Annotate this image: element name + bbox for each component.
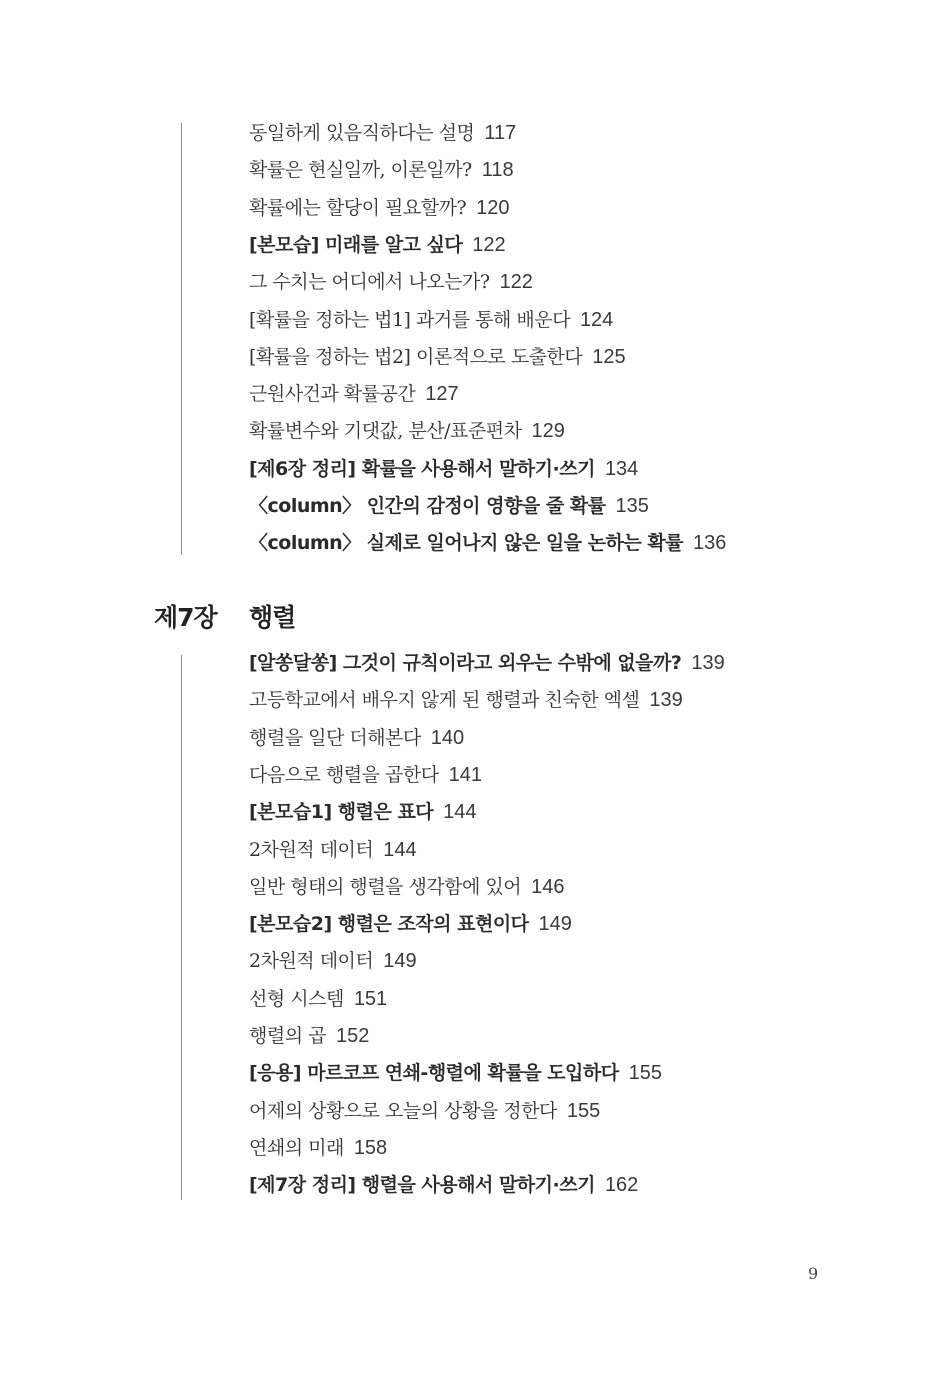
toc-entry-title: 행렬의 곱 — [249, 1025, 326, 1047]
toc-entry[interactable] — [249, 267, 533, 297]
toc-entry-page: 144 — [383, 838, 417, 861]
toc-entry[interactable] — [249, 872, 565, 902]
toc-entry-page: 158 — [353, 1136, 388, 1159]
toc-entry-title: 선형 시스템 — [249, 987, 344, 1010]
toc-entry[interactable] — [249, 797, 477, 827]
toc-entry-title: 확률은 현실일까, 이론일까? — [249, 159, 472, 182]
toc-entry-page: 151 — [353, 987, 388, 1010]
toc-entry[interactable] — [249, 984, 387, 1014]
toc-entry-page: 149 — [383, 950, 417, 973]
toc-entry[interactable] — [249, 760, 482, 790]
toc-entry[interactable] — [249, 835, 417, 865]
toc-entry-page: 155 — [628, 1062, 662, 1085]
toc-entry-title: 확률변수와 기댓값, 분산/표준편차 — [249, 420, 522, 443]
toc-entry-page: 139 — [691, 652, 725, 674]
toc-entry[interactable] — [249, 685, 683, 715]
page-number: 9 — [808, 1264, 819, 1283]
toc-entry-title: [제7장 정리] 행렬을 사용해서 말하기·쓰기 — [249, 1174, 595, 1197]
toc-entry-title: 행렬을 일단 더해본다 — [249, 726, 421, 749]
chapter-number: 제7장 — [154, 603, 217, 632]
toc-entry-page: 146 — [531, 875, 565, 898]
toc-entry[interactable] — [249, 946, 417, 976]
toc-entry[interactable] — [249, 491, 649, 521]
toc-entry-page: 127 — [425, 383, 459, 406]
toc-entry-page: 122 — [472, 233, 506, 256]
toc-entry-title: 근원사건과 확률공간 — [249, 383, 416, 406]
toc-entry-title: 2차원적 데이터 — [249, 838, 374, 861]
toc-entry-page: 149 — [538, 913, 572, 936]
toc-entry-title: 다음으로 행렬을 곱한다 — [249, 763, 439, 786]
toc-entry-page: 122 — [499, 271, 533, 294]
toc-entry[interactable] — [249, 305, 613, 335]
toc-entry-page: 120 — [476, 196, 510, 219]
toc-entry-page: 144 — [443, 801, 477, 824]
toc-entry-title: 동일하게 있음직하다는 설명 — [249, 122, 475, 144]
toc-entry-title: [확률을 정하는 법1] 과거를 통해 배운다 — [249, 308, 570, 331]
toc-entry[interactable] — [249, 230, 506, 260]
toc-entry[interactable] — [249, 723, 464, 753]
toc-entry-page: 140 — [430, 726, 465, 749]
toc-entry-title: 〈column〉 인간의 감정이 영향을 줄 확률 — [249, 495, 606, 517]
toc-entry-title: [확률을 정하는 법2] 이론적으로 도출한다 — [249, 345, 583, 368]
toc-entry-title: [본모습2] 행렬은 조작의 표현이다 — [249, 913, 529, 936]
toc-entry-title: 일반 형태의 행렬을 생각함에 있어 — [249, 875, 522, 898]
toc-entry-page: 129 — [531, 420, 565, 443]
toc-entry-page: 118 — [481, 159, 514, 182]
toc-entry[interactable] — [249, 1096, 600, 1126]
toc-entry[interactable] — [249, 342, 626, 372]
toc-entry-page: 152 — [335, 1025, 370, 1047]
toc-entry[interactable] — [249, 1133, 387, 1163]
toc-entry[interactable] — [249, 416, 565, 446]
toc-entry-title: 연쇄의 미래 — [249, 1136, 344, 1159]
toc-entry-page: 124 — [579, 308, 614, 331]
toc-entry-title: [알쏭달쏭] 그것이 규칙이라고 외우는 수밖에 없을까? — [249, 652, 682, 674]
toc-entry[interactable] — [249, 454, 638, 484]
toc-entry-page: 155 — [566, 1099, 601, 1122]
toc-entry-page: 135 — [615, 495, 649, 517]
chapter-title: 행렬 — [249, 603, 296, 632]
toc-entry-title: [응용] 마르코프 연쇄-행렬에 확률을 도입하다 — [249, 1062, 619, 1085]
toc-entry[interactable] — [249, 155, 514, 185]
toc-entry-title: [본모습] 미래를 알고 싶다 — [249, 233, 463, 256]
toc-entry-title: 2차원적 데이터 — [249, 950, 374, 973]
toc-entry-title: [본모습1] 행렬은 표다 — [249, 801, 434, 824]
toc-entry[interactable] — [249, 193, 510, 223]
toc-entry[interactable] — [249, 528, 726, 558]
toc-entry-title: 어제의 상황으로 오늘의 상황을 정한다 — [249, 1099, 557, 1122]
section-divider-line — [181, 655, 182, 1200]
toc-entry-title: 그 수치는 어디에서 나오는가? — [249, 271, 490, 294]
toc-entry-page: 141 — [448, 763, 482, 786]
toc-entry[interactable] — [249, 1021, 369, 1051]
toc-entry-page: 162 — [604, 1174, 639, 1197]
toc-entry[interactable] — [249, 909, 572, 939]
toc-entry-page: 117 — [484, 122, 517, 144]
toc-entry-page: 134 — [604, 457, 639, 480]
toc-entry-page: 125 — [592, 345, 626, 368]
toc-entry-page: 136 — [693, 532, 727, 555]
toc-entry[interactable] — [249, 379, 459, 409]
toc-entry-title: 확률에는 할당이 필요할까? — [249, 196, 467, 219]
toc-entry-page: 139 — [649, 689, 683, 712]
toc-entry-title: 〈column〉 실제로 일어나지 않은 일을 논하는 확률 — [249, 532, 684, 555]
toc-entry[interactable] — [249, 118, 516, 148]
toc-entry-title: 고등학교에서 배우지 않게 된 행렬과 친숙한 엑셀 — [249, 689, 640, 712]
toc-entry[interactable] — [249, 648, 725, 678]
toc-entry[interactable] — [249, 1170, 638, 1200]
toc-entry-title: [제6장 정리] 확률을 사용해서 말하기·쓰기 — [249, 457, 595, 480]
toc-entry[interactable] — [249, 1058, 662, 1088]
section-divider-line — [181, 123, 182, 555]
